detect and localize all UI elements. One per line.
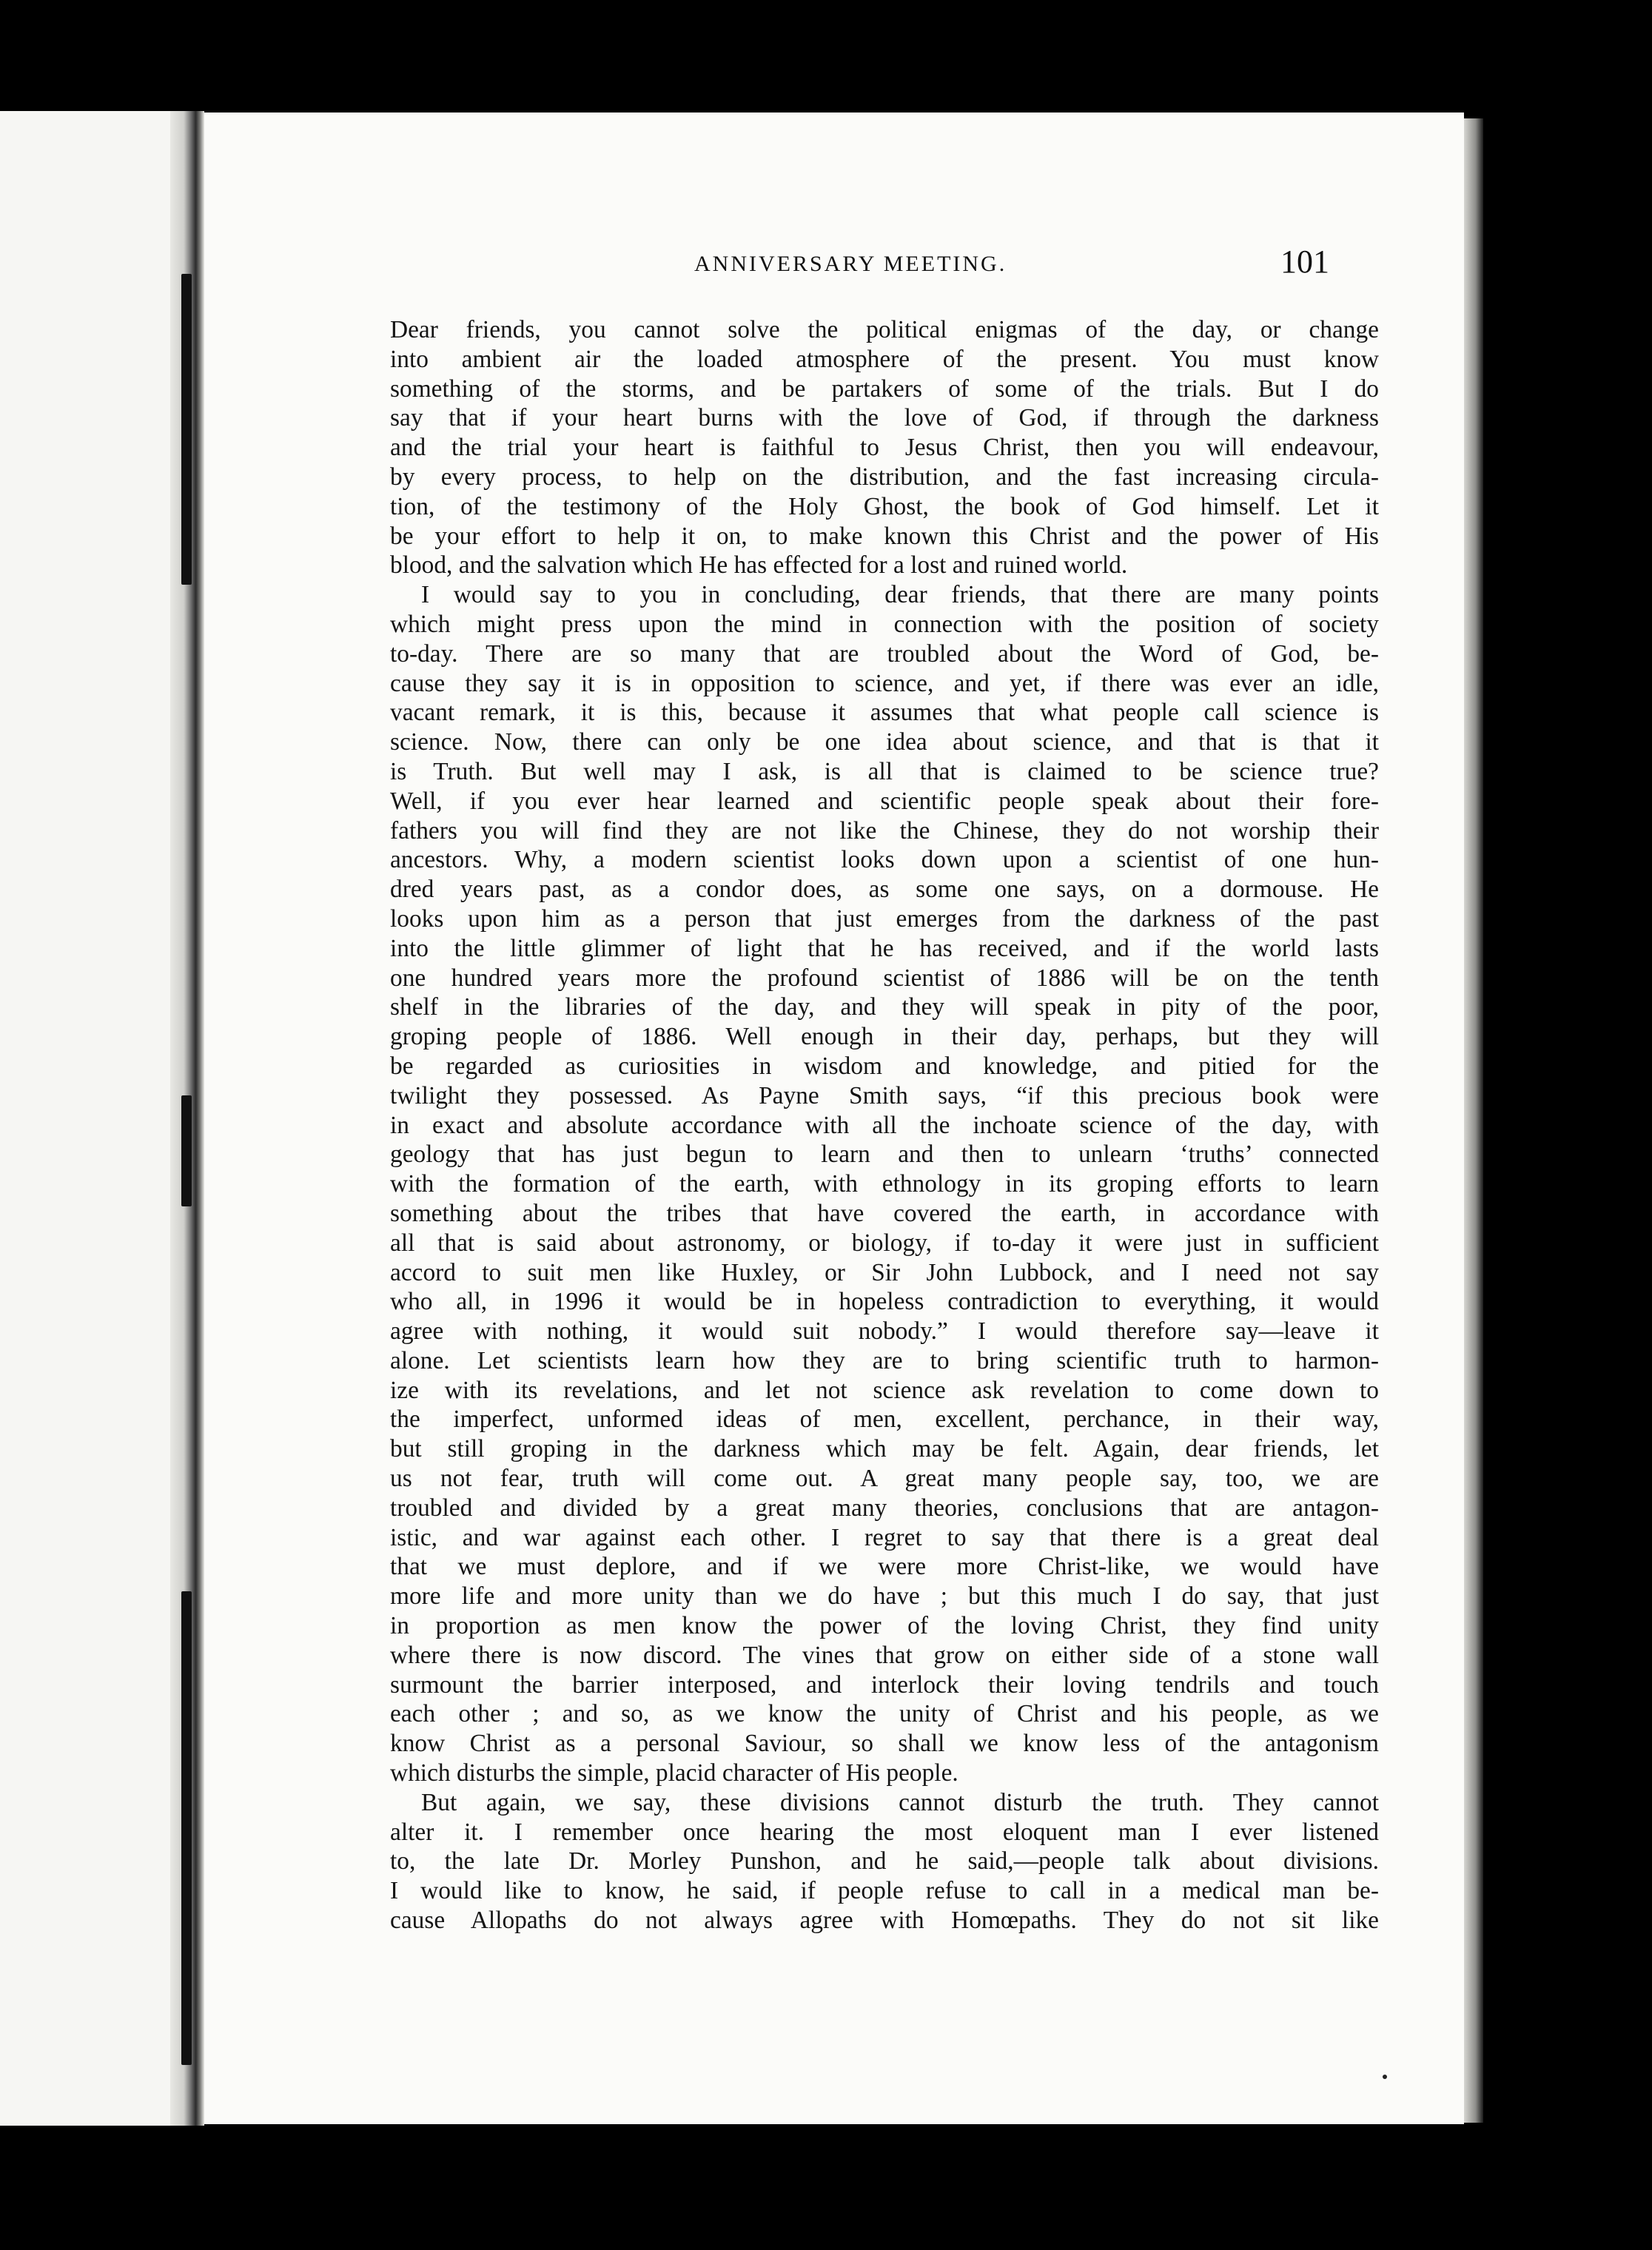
text-line: the imperfect, unformed ideas of men, excellent, perchance, in their way, — [390, 1406, 1379, 1434]
body-text — [390, 315, 1379, 1935]
text-line: blood, and the salvation which He has effected for a lost and ruined world. — [390, 551, 1128, 580]
text-line: vacant remark, it is this, because it assumes that what people call science is — [390, 699, 1379, 727]
text-line: be your effort to help it on, to make known this Christ and the power of His — [390, 522, 1379, 550]
text-line: troubled and divided by a great many theories, conclusions that are antagon- — [390, 1494, 1379, 1522]
text-line: I would say to you in concluding, dear friends, that there are many points — [421, 581, 1379, 609]
text-line: agree with nothing, it would suit nobody.” I would therefore say—leave it — [390, 1317, 1379, 1346]
text-line: surmount the barrier interposed, and interlock their loving tendrils and touch — [390, 1670, 1379, 1699]
text-line: us not fear, truth will come out. A great many people say, too, we are — [390, 1465, 1379, 1493]
text-line: dred years past, as a condor does, as some one says, on a dormouse. He — [390, 876, 1379, 904]
paragraph — [390, 315, 1379, 580]
text-line: science. Now, there can only be one idea about science, and that is that it — [390, 728, 1379, 756]
text-line: accord to suit men like Huxley, or Sir John Lubbock, and I need not say — [390, 1258, 1379, 1286]
paragraph — [390, 580, 1379, 1788]
text-line: something of the storms, and be partakers of some of the trials. But I do — [390, 375, 1379, 403]
text-line: Dear friends, you cannot solve the political enigmas of the day, or change — [390, 316, 1379, 343]
text-line: where there is now discord. The vines that grow on either side of a stone wall — [390, 1641, 1379, 1669]
text-line: geology that has just begun to learn and then to unlearn ‘truths’ connected — [390, 1141, 1379, 1169]
running-header: ANNIVERSARY MEETING. — [694, 252, 1007, 276]
text-line: to-day. There are so many that are troubled about the Word of God, be- — [390, 639, 1379, 668]
paragraph — [390, 1788, 1379, 1935]
text-line: istic, and war against each other. I regret to say that there is a great deal — [390, 1523, 1379, 1551]
text-line: ancestors. Why, a modern scientist looks down upon a scientist of one hun- — [390, 846, 1379, 874]
text-line: but still groping in the darkness which may be felt. Again, dear friends, let — [390, 1435, 1379, 1463]
text-line: which disturbs the simple, placid character of His people. — [390, 1759, 958, 1787]
text-line: all that is said about astronomy, or biology, if to-day it were just in sufficient — [390, 1229, 1379, 1257]
text-line: each other ; and so, as we know the unity of Christ and his people, as we — [390, 1700, 1379, 1728]
text-line: Well, if you ever hear learned and scientific people speak about their fore- — [390, 787, 1379, 815]
text-line: and the trial your heart is faithful to Jesus Christ, then you will endeavour, — [390, 434, 1379, 462]
text-line: is Truth. But well may I ask, is all that is claimed to be science true? — [390, 757, 1379, 785]
text-line: to, the late Dr. Morley Punshon, and he said,—people talk about divisions. — [390, 1847, 1379, 1875]
text-line: more life and more unity than we do have ; but this much I do say, that just — [390, 1582, 1379, 1611]
ink-speck — [1383, 2075, 1387, 2079]
text-line: alone. Let scientists learn how they are to bring scientific truth to harmon- — [390, 1346, 1379, 1374]
text-line: say that if your heart burns with the love of God, if through the darkness — [390, 404, 1379, 432]
text-line: But again, we say, these divisions cannot disturb the truth. They cannot — [421, 1788, 1379, 1816]
text-line: one hundred years more the profound scientist of 1886 will be on the tenth — [390, 964, 1379, 992]
text-line: shelf in the libraries of the day, and they will speak in pity of the poor, — [390, 993, 1379, 1021]
text-line: know Christ as a personal Saviour, so shall we know less of the antagonism — [390, 1730, 1379, 1758]
text-line: cause they say it is in opposition to science, and yet, if there was ever an idle, — [390, 669, 1379, 697]
text-line: I would like to know, he said, if people refuse to call in a medical man be- — [390, 1877, 1379, 1905]
page-number: 101 — [1280, 244, 1329, 280]
binding-stitch — [181, 274, 192, 585]
text-line: cause Allopaths do not always agree with Homœpaths. They do not sit like — [390, 1907, 1379, 1935]
text-line: tion, of the testimony of the Holy Ghost, the book of God himself. Let it — [390, 492, 1379, 520]
page-edge — [1464, 118, 1483, 2123]
text-line: in proportion as men know the power of the loving Christ, they find unity — [390, 1612, 1379, 1640]
text-line: something about the tribes that have covered the earth, in accordance with — [390, 1199, 1379, 1227]
text-line: who all, in 1996 it would be in hopeless contradiction to everything, it would — [390, 1288, 1379, 1316]
text-line: groping people of 1886. Well enough in their day, perhaps, but they will — [390, 1023, 1379, 1051]
text-line: by every process, to help on the distribution, and the fast increasing circula- — [390, 463, 1379, 491]
text-line: fathers you will find they are not like the Chinese, they do not worship their — [390, 816, 1379, 844]
text-line: looks upon him as a person that just emerges from the darkness of the past — [390, 904, 1379, 933]
binding-stitch — [181, 1095, 192, 1206]
text-line: in exact and absolute accordance with all the inchoate science of the day, with — [390, 1111, 1379, 1139]
binding-stitch — [181, 1591, 192, 2065]
text-line: ize with its revelations, and let not science ask revelation to come down to — [390, 1376, 1379, 1404]
text-line: that we must deplore, and if we were more Christ-like, we would have — [390, 1553, 1379, 1581]
text-line: be regarded as curiosities in wisdom and knowledge, and pitied for the — [390, 1052, 1379, 1080]
text-line: into ambient air the loaded atmosphere of the present. You must know — [390, 345, 1379, 373]
text-line: into the little glimmer of light that he has received, and if the world lasts — [390, 934, 1379, 962]
text-line: which might press upon the mind in connection with the position of society — [390, 610, 1379, 638]
text-line: twilight they possessed. As Payne Smith says, “if this precious book were — [390, 1081, 1379, 1109]
text-line: alter it. I remember once hearing the most eloquent man I ever listened — [390, 1818, 1379, 1846]
text-line: with the formation of the earth, with ethnology in its groping efforts to learn — [390, 1170, 1379, 1198]
